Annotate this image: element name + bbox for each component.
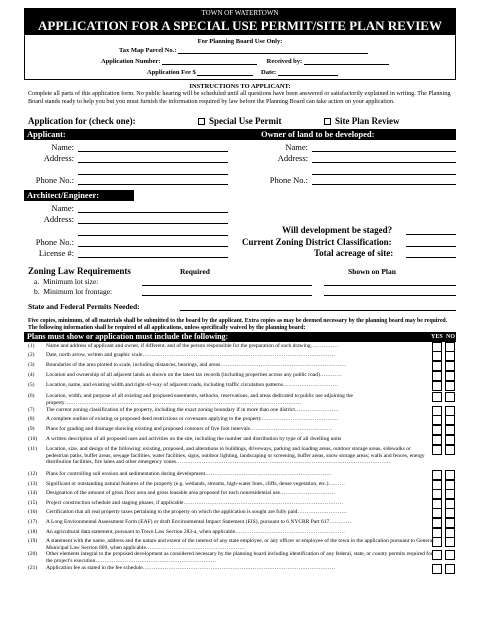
no-checkbox[interactable] <box>445 371 455 381</box>
checklist-item-number: (8) <box>28 416 35 422</box>
yes-checkbox[interactable] <box>432 508 442 518</box>
checklist-item-number: (19) <box>28 538 38 544</box>
checklist-item-number: (1) <box>28 343 35 349</box>
checklist-item <box>24 537 456 550</box>
checklist-item-text: Plans for controlling soil erosion and sedimentation during development…………………………………………………………… <box>46 471 332 477</box>
date-label: Date: <box>261 69 277 76</box>
staged-question: Will development be staged? <box>282 225 393 235</box>
no-checkbox[interactable] <box>445 361 455 371</box>
owner-phone-field[interactable] <box>312 184 456 185</box>
checklist-item-text: Application fee as stated in the fee schedule…………………………………………………………………………………………… <box>46 565 336 571</box>
checklist-item-number: (20) <box>28 551 38 557</box>
site-plan-label: Site Plan Review <box>335 116 400 126</box>
checklist-item-number: (2) <box>28 352 35 358</box>
yes-checkbox[interactable] <box>432 435 442 445</box>
no-checkbox[interactable] <box>445 381 455 391</box>
instructions-title: INSTRUCTIONS TO APPLICANT: <box>189 83 291 90</box>
yes-checkbox[interactable] <box>432 415 442 425</box>
applicant-phone-field[interactable] <box>78 184 228 185</box>
applicant-phone-label: Phone No.: <box>35 175 74 185</box>
checklist-item-number: (5) <box>28 382 35 388</box>
app-number-label: Application Number: <box>101 58 161 65</box>
received-by-field[interactable] <box>304 58 389 65</box>
yes-column-heading: YES <box>431 334 443 340</box>
zoning-classification-field[interactable] <box>406 246 456 247</box>
staged-field[interactable] <box>406 234 456 235</box>
yes-checkbox[interactable] <box>432 537 442 547</box>
no-checkbox[interactable] <box>445 351 455 361</box>
checklist-item <box>24 470 456 480</box>
checklist-item-number: (13) <box>28 481 38 487</box>
checklist-item <box>24 351 456 361</box>
checklist-item-number: (4) <box>28 372 35 378</box>
received-by-label: Received by: <box>266 58 303 65</box>
fee-label: Application Fee $ <box>147 69 196 76</box>
checklist-item-text: Location and ownership of all adjacent lands as shown on the latest tax records (including properties across any public road)………… <box>46 372 342 378</box>
checklist-item-number: (10) <box>28 436 38 442</box>
architect-address-line2[interactable] <box>78 235 228 236</box>
checklist-item-number: (14) <box>28 490 38 496</box>
checklist-item-number: (12) <box>28 471 38 477</box>
no-checkbox[interactable] <box>445 508 455 518</box>
yes-checkbox[interactable] <box>432 381 442 391</box>
checklist-item <box>24 342 456 351</box>
checklist-item-text: Other elements integral to the proposed development as considered necessary by the planning board including identification of any federal, state, or county permits required for the project's execution………………………………………………………… <box>46 551 433 564</box>
checklist-item <box>24 371 456 381</box>
checklist-item <box>24 499 456 508</box>
checklist-item <box>24 361 456 371</box>
fee-field[interactable] <box>197 69 253 76</box>
checklist-item <box>24 435 456 445</box>
yes-checkbox[interactable] <box>432 425 442 435</box>
no-checkbox[interactable] <box>445 537 455 547</box>
checklist-item-text: A written description of all proposed uses and activities on the site, including the number and distribution by type of all dwelling units <box>46 436 342 442</box>
checklist-item-text: Designation of the amount of gross floor area and gross leasable area proposed for each nonresidential use………………………… <box>46 490 335 496</box>
plans-heading-bar <box>24 332 456 342</box>
yes-checkbox[interactable] <box>432 392 442 402</box>
site-plan-checkbox[interactable] <box>324 118 331 125</box>
applicant-owner-bar <box>24 129 456 140</box>
yes-checkbox[interactable] <box>432 371 442 381</box>
checklist-item <box>24 392 456 406</box>
yes-checkbox[interactable] <box>432 550 442 560</box>
yes-checkbox[interactable] <box>432 470 442 480</box>
checklist-item-text: Date, north arrow, written and graphic scale…………………………………………………………………………………………… <box>46 352 335 358</box>
architect-address-field[interactable] <box>78 223 228 224</box>
checklist-item <box>24 564 456 573</box>
form-title: APPLICATION FOR A SPECIAL USE PERMIT/SITE PLAN REVIEW <box>24 18 456 34</box>
application-for-label: Application for (check one): <box>28 116 136 126</box>
checklist-item <box>24 381 456 392</box>
checklist-item-text: Project construction schedule and staging phases, if applicable…………………………………………………………………………… <box>46 500 343 506</box>
checklist-item <box>24 528 456 537</box>
applicant-address-label: Address: <box>43 153 74 163</box>
checklist-item-number: (7) <box>28 407 35 413</box>
checklist-item-number: (15) <box>28 500 38 506</box>
copies-note: Five copies, minimum, of all materials shall be submitted to the board by the applicant. Extra copies as may be deemed necessary by the planning board may be required. The following information shall be required of all applications, unless specifically waived by the planning board: <box>28 318 448 331</box>
yes-checkbox[interactable] <box>432 361 442 371</box>
yes-checkbox[interactable] <box>432 445 442 455</box>
shown-on-plan-heading: Shown on Plan <box>348 267 396 276</box>
plans-title: Plans must show or application must include the following: <box>27 332 229 341</box>
checklist-item-number: (21) <box>28 565 38 571</box>
checklist-item <box>24 425 456 435</box>
no-checkbox[interactable] <box>445 518 455 528</box>
min-lot-size-label: a. Minimum lot size: <box>34 277 99 286</box>
no-checkbox[interactable] <box>445 392 455 402</box>
checklist-item <box>24 415 456 425</box>
checklist-item-text: Name and address of applicant and owner, if different, and of the person responsible for the preparation of such drawing…………… <box>46 343 339 349</box>
checklist-item-text: A statement with the name, address and the nature and extent of the interest of any state employee, or any officer or employee of the town in the application pursuant to General Municipal Law Section 809, when applicable……………………………………………… <box>46 538 434 551</box>
office-use-heading: For Planning Board Use Only: <box>197 38 283 45</box>
owner-address-label: Address: <box>277 153 308 163</box>
checklist-item-text: Certification that all real property taxes pertaining to the property on which the application is sought are fully paid……………………… <box>46 509 347 515</box>
yes-checkbox[interactable] <box>432 489 442 499</box>
tax-map-label: Tax Map Parcel No.: <box>119 47 177 54</box>
checklist-item-number: (11) <box>28 446 37 452</box>
special-use-option[interactable] <box>198 116 281 126</box>
checklist-item <box>24 489 456 499</box>
owner-address-line2[interactable] <box>312 174 456 175</box>
checklist-item <box>24 550 456 564</box>
checklist-item-number: (6) <box>28 393 35 399</box>
owner-phone-label: Phone No.: <box>269 175 308 185</box>
architect-license-field[interactable] <box>78 257 228 258</box>
architect-name-field[interactable] <box>78 212 228 213</box>
date-field[interactable] <box>278 69 338 76</box>
no-checkbox[interactable] <box>445 435 455 445</box>
yes-checkbox[interactable] <box>432 564 442 574</box>
checklist-item-text: An agricultural data statement, pursuant to Town Law Section 283-a, when applicable…………………………………………………… <box>46 529 346 535</box>
min-lot-frontage-label: b. Minimum lot frontage: <box>34 287 113 296</box>
zoning-law-title: Zoning Law Requirements <box>28 266 131 276</box>
checklist-item-text: Boundaries of the area plotted to scale, including distances, bearings, and areas…………………………………………………………… <box>46 362 347 368</box>
total-acreage-field[interactable] <box>406 257 456 258</box>
special-use-label: Special Use Permit <box>209 116 282 126</box>
architect-license-label: License #: <box>38 248 74 258</box>
special-use-checkbox[interactable] <box>198 118 205 125</box>
applicant-address-line2[interactable] <box>78 174 228 175</box>
checklist-item-number: (17) <box>28 519 38 525</box>
checklist-item-text: Location, name, and existing width and right-of-way of adjacent roads, including traffic circulation patterns………………………… <box>46 382 338 388</box>
yes-checkbox[interactable] <box>432 351 442 361</box>
no-checkbox[interactable] <box>445 564 455 574</box>
tax-map-field[interactable] <box>178 47 368 54</box>
owner-name-field[interactable] <box>312 151 456 152</box>
checklist-item-text: A complete outline of existing or proposed deed restrictions or covenants applying to the property…………………………………… <box>46 416 339 422</box>
checklist-item <box>24 480 456 489</box>
total-acreage-label: Total acreage of site: <box>314 248 394 258</box>
no-checkbox[interactable] <box>445 425 455 435</box>
checklist-item-number: (3) <box>28 362 35 368</box>
min-lot-frontage-required-field[interactable] <box>142 295 312 296</box>
applicant-heading: Applicant: <box>27 129 66 139</box>
architect-address-label: Address: <box>43 214 74 224</box>
no-checkbox[interactable] <box>445 550 455 560</box>
checklist-item <box>24 406 456 415</box>
checklist-item-text: Location, width, and purpose of all existing and proposed easements, setbacks, reservations, and areas dedicated to public use adjoining the property………………………………………………………………………………………………………………… <box>46 393 353 406</box>
architect-phone-label: Phone No.: <box>35 237 74 247</box>
checklist-item <box>24 445 456 470</box>
zoning-classification-label: Current Zoning District Classification: <box>242 237 392 247</box>
site-plan-option[interactable] <box>324 116 400 126</box>
permits-field[interactable] <box>180 310 456 311</box>
instructions-text: Complete all parts of this application form. No public hearing will be scheduled until all questions have been answered or satisfactorily explained in writing. The Planning Board stands ready to help you but you must furnish the information required by law before the Planning Board can take action on your application. <box>28 90 451 105</box>
architect-heading: Architect/Engineer: <box>24 190 134 201</box>
app-number-field[interactable] <box>162 58 257 65</box>
owner-heading: Owner of land to be developed: <box>261 129 375 139</box>
applicant-name-field[interactable] <box>78 151 228 152</box>
owner-address-field[interactable] <box>312 162 456 163</box>
checklist-item-number: (16) <box>28 509 38 515</box>
town-name: TOWN OF WATERTOWN <box>24 8 456 18</box>
no-checkbox[interactable] <box>445 470 455 480</box>
owner-name-label: Name: <box>285 142 308 152</box>
architect-name-label: Name: <box>51 203 74 213</box>
min-lot-size-required-field[interactable] <box>142 285 312 286</box>
min-lot-frontage-shown-field[interactable] <box>324 295 456 296</box>
no-checkbox[interactable] <box>445 445 455 455</box>
checklist-item-number: (18) <box>28 529 38 535</box>
no-checkbox[interactable] <box>445 489 455 499</box>
checklist-item-text: A Long Environmental Assessment Form (EAF) or draft Environmental Impact Statement (EIS), pursuant to 6 NYCRR Part 617………… <box>46 519 352 525</box>
yes-checkbox[interactable] <box>432 518 442 528</box>
checklist-item-text: Location, size, and design of the following: existing, proposed, and alterations to buildings, driveways, parking and loading areas, outdoor storage areas, sidewalks or pedestrian paths, buffer areas, sewage facilities, water facilities, signs, outdoor lighting, landscaping or screening, buffer areas, snow storage areas; walls and fences, energy distribution facilities, fire lanes and other emergency zones……………………………………………………………………………………………………… <box>46 446 425 466</box>
applicant-address-field[interactable] <box>78 162 228 163</box>
checklist-item-number: (9) <box>28 426 35 432</box>
applicant-name-label: Name: <box>51 142 74 152</box>
checklist-item <box>24 508 456 518</box>
no-column-heading: NO <box>446 334 455 340</box>
no-checkbox[interactable] <box>445 415 455 425</box>
office-use-box <box>24 34 456 80</box>
architect-phone-field[interactable] <box>78 246 228 247</box>
permits-title: State and Federal Permits Needed: <box>28 302 140 311</box>
checklist-item <box>24 518 456 528</box>
min-lot-size-shown-field[interactable] <box>324 285 456 286</box>
checklist-item-text: Significant or outstanding natural features of the property (e.g. wetlands, streams, high-water lines, cliffs, dense vegetation, etc.)……… <box>46 481 345 487</box>
checklist-item-text: The current zoning classification of the property, including the exact zoning boundary if in more than one district…………………… <box>46 407 339 413</box>
checklist-item-text: Plans for grading and drainage showing existing and proposed contours of five foot intervals……………………………………… <box>46 426 333 432</box>
required-column-heading: Required <box>180 267 210 276</box>
